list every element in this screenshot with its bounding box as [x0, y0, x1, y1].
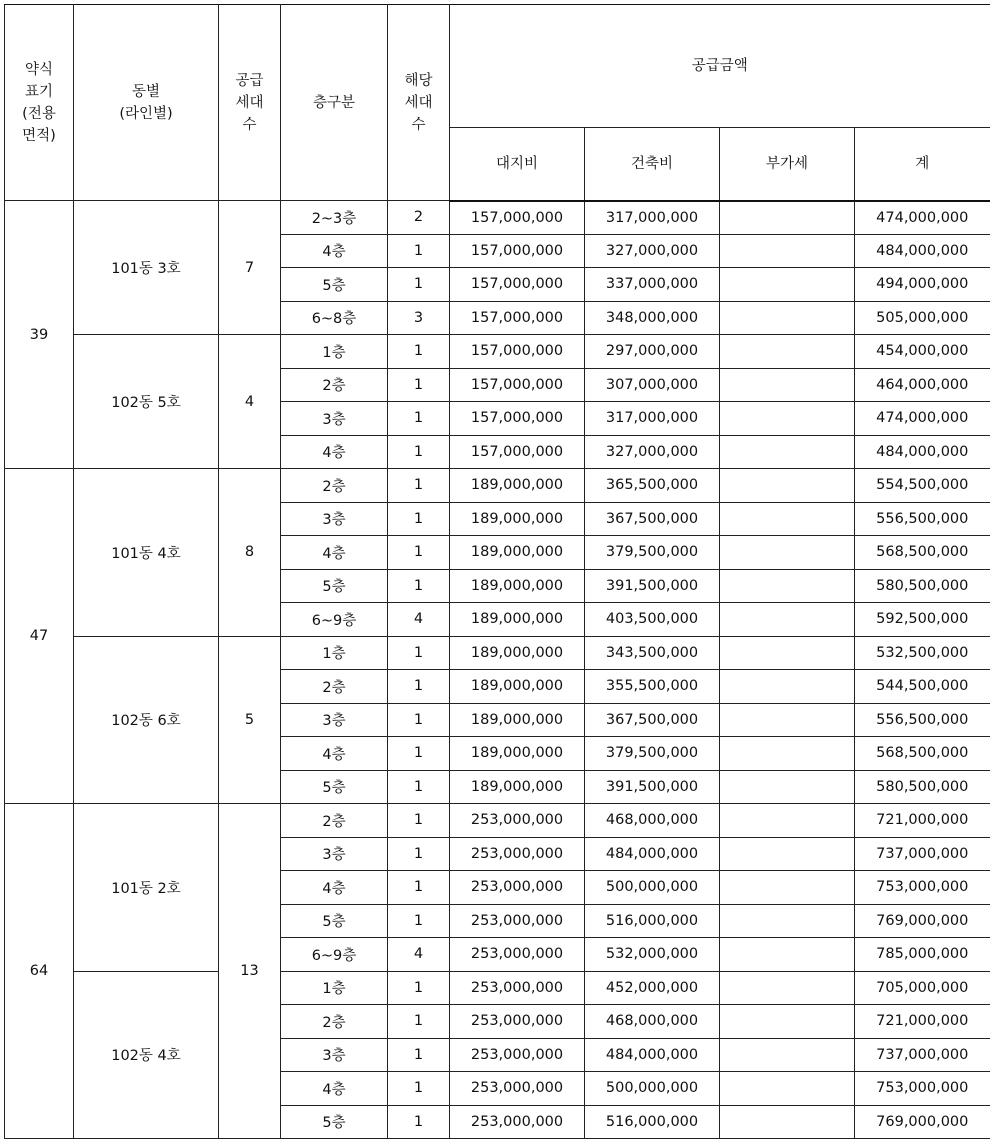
- land-cost-cell: 157,000,000: [450, 435, 585, 469]
- floor-cell: 2~3층: [281, 201, 388, 235]
- building-cell: 101동 2호: [74, 804, 219, 972]
- land-cost-cell: 157,000,000: [450, 402, 585, 436]
- building-cost-header: 건축비: [585, 128, 720, 201]
- table-header: [5, 5, 990, 201]
- building-cost-cell: 516,000,000: [585, 1105, 720, 1139]
- area-header: 약식 표기 (전용 면적): [5, 5, 74, 201]
- floor-cell: 2층: [281, 804, 388, 838]
- vat-cell: [720, 536, 855, 570]
- land-cost-cell: 189,000,000: [450, 670, 585, 704]
- vat-cell: [720, 636, 855, 670]
- building-cost-cell: 337,000,000: [585, 268, 720, 302]
- land-cost-cell: 189,000,000: [450, 569, 585, 603]
- land-cost-cell: 253,000,000: [450, 1038, 585, 1072]
- floor-cell: 1층: [281, 636, 388, 670]
- floor-cell: 4층: [281, 435, 388, 469]
- building-cost-cell: 367,500,000: [585, 502, 720, 536]
- building-cost-cell: 403,500,000: [585, 603, 720, 637]
- unit-count-cell: 1: [388, 469, 450, 503]
- vat-cell: [720, 301, 855, 335]
- building-cost-cell: 317,000,000: [585, 201, 720, 235]
- building-cost-cell: 391,500,000: [585, 770, 720, 804]
- vat-cell: [720, 1105, 855, 1139]
- vat-cell: [720, 368, 855, 402]
- land-cost-cell: 189,000,000: [450, 770, 585, 804]
- building-cost-cell: 367,500,000: [585, 703, 720, 737]
- unit-count-cell: 1: [388, 268, 450, 302]
- vat-cell: [720, 569, 855, 603]
- land-cost-cell: 189,000,000: [450, 737, 585, 771]
- building-cost-cell: 468,000,000: [585, 1005, 720, 1039]
- unit-count-cell: 1: [388, 435, 450, 469]
- floor-cell: 6~9층: [281, 603, 388, 637]
- land-cost-cell: 157,000,000: [450, 234, 585, 268]
- unit-count-cell: 1: [388, 1105, 450, 1139]
- land-cost-cell: 253,000,000: [450, 804, 585, 838]
- supply-units-cell: 4: [219, 335, 281, 469]
- building-cost-cell: 327,000,000: [585, 435, 720, 469]
- vat-cell: [720, 971, 855, 1005]
- unit-count-cell: 1: [388, 569, 450, 603]
- total-cell: 753,000,000: [855, 871, 990, 905]
- vat-cell: [720, 904, 855, 938]
- building-cell: 102동 4호: [74, 971, 219, 1139]
- floor-cell: 2층: [281, 368, 388, 402]
- vat-cell: [720, 435, 855, 469]
- total-cell: 554,500,000: [855, 469, 990, 503]
- vat-cell: [720, 335, 855, 369]
- table-row: [5, 469, 990, 503]
- total-cell: 721,000,000: [855, 804, 990, 838]
- floor-cell: 5층: [281, 770, 388, 804]
- total-cell: 556,500,000: [855, 502, 990, 536]
- vat-cell: [720, 938, 855, 972]
- vat-cell: [720, 804, 855, 838]
- total-cell: 474,000,000: [855, 201, 990, 235]
- land-cost-cell: 157,000,000: [450, 268, 585, 302]
- floor-cell: 1층: [281, 335, 388, 369]
- unit-count-header: 해당 세대 수: [388, 5, 450, 201]
- land-cost-cell: 157,000,000: [450, 335, 585, 369]
- building-cost-cell: 516,000,000: [585, 904, 720, 938]
- vat-cell: [720, 670, 855, 704]
- building-cell: 101동 3호: [74, 201, 219, 335]
- building-cost-cell: 317,000,000: [585, 402, 720, 436]
- floor-cell: 3층: [281, 1038, 388, 1072]
- total-cell: 580,500,000: [855, 770, 990, 804]
- total-cell: 753,000,000: [855, 1072, 990, 1106]
- land-cost-cell: 189,000,000: [450, 636, 585, 670]
- building-cost-cell: 327,000,000: [585, 234, 720, 268]
- vat-cell: [720, 871, 855, 905]
- vat-cell: [720, 703, 855, 737]
- vat-cell: [720, 1038, 855, 1072]
- floor-cell: 3층: [281, 703, 388, 737]
- floor-cell: 5층: [281, 268, 388, 302]
- land-cost-cell: 189,000,000: [450, 502, 585, 536]
- unit-count-cell: 1: [388, 234, 450, 268]
- total-cell: 484,000,000: [855, 234, 990, 268]
- land-cost-cell: 253,000,000: [450, 1005, 585, 1039]
- floor-cell: 4층: [281, 737, 388, 771]
- floor-cell: 2층: [281, 1005, 388, 1039]
- building-cost-cell: 379,500,000: [585, 737, 720, 771]
- floor-cell: 4층: [281, 234, 388, 268]
- land-cost-cell: 189,000,000: [450, 703, 585, 737]
- total-cell: 454,000,000: [855, 335, 990, 369]
- building-cost-cell: 500,000,000: [585, 1072, 720, 1106]
- floor-cell: 4층: [281, 871, 388, 905]
- land-cost-header: 대지비: [450, 128, 585, 201]
- floor-cell: 2층: [281, 469, 388, 503]
- unit-count-cell: 1: [388, 703, 450, 737]
- building-cost-cell: 365,500,000: [585, 469, 720, 503]
- floor-cell: 3층: [281, 502, 388, 536]
- unit-count-cell: 1: [388, 368, 450, 402]
- floor-cell: 5층: [281, 1105, 388, 1139]
- building-cost-cell: 532,000,000: [585, 938, 720, 972]
- total-cell: 544,500,000: [855, 670, 990, 704]
- building-cost-cell: 484,000,000: [585, 1038, 720, 1072]
- supply-units-cell: 8: [219, 469, 281, 637]
- vat-cell: [720, 603, 855, 637]
- building-cost-cell: 297,000,000: [585, 335, 720, 369]
- vat-cell: [720, 469, 855, 503]
- unit-count-cell: 1: [388, 670, 450, 704]
- total-cell: 769,000,000: [855, 904, 990, 938]
- floor-cell: 6~8층: [281, 301, 388, 335]
- total-cell: 494,000,000: [855, 268, 990, 302]
- floor-cell: 5층: [281, 904, 388, 938]
- unit-count-cell: 4: [388, 938, 450, 972]
- price-group-header: 공급금액: [450, 5, 990, 128]
- table-row: [5, 971, 990, 1005]
- unit-count-cell: 3: [388, 301, 450, 335]
- building-header: 동별 (라인별): [74, 5, 219, 201]
- unit-count-cell: 1: [388, 770, 450, 804]
- building-cost-cell: 355,500,000: [585, 670, 720, 704]
- total-header: 계: [855, 128, 990, 201]
- building-cost-cell: 391,500,000: [585, 569, 720, 603]
- total-cell: 769,000,000: [855, 1105, 990, 1139]
- floor-cell: 2층: [281, 670, 388, 704]
- total-cell: 785,000,000: [855, 938, 990, 972]
- unit-count-cell: 4: [388, 603, 450, 637]
- unit-count-cell: 1: [388, 804, 450, 838]
- total-cell: 568,500,000: [855, 536, 990, 570]
- vat-cell: [720, 268, 855, 302]
- building-cost-cell: 484,000,000: [585, 837, 720, 871]
- total-cell: 737,000,000: [855, 1038, 990, 1072]
- land-cost-cell: 253,000,000: [450, 904, 585, 938]
- floor-cell: 1층: [281, 971, 388, 1005]
- land-cost-cell: 189,000,000: [450, 603, 585, 637]
- total-cell: 580,500,000: [855, 569, 990, 603]
- total-cell: 505,000,000: [855, 301, 990, 335]
- area-cell: 64: [5, 804, 74, 1139]
- floor-cell: 3층: [281, 837, 388, 871]
- total-cell: 464,000,000: [855, 368, 990, 402]
- total-cell: 592,500,000: [855, 603, 990, 637]
- land-cost-cell: 157,000,000: [450, 301, 585, 335]
- unit-count-cell: 1: [388, 737, 450, 771]
- supply-units-header: 공급 세대 수: [219, 5, 281, 201]
- supply-price-table: [4, 4, 990, 1139]
- total-cell: 721,000,000: [855, 1005, 990, 1039]
- table-row: [5, 804, 990, 838]
- supply-units-cell: 13: [219, 804, 281, 1139]
- area-cell: 39: [5, 201, 74, 469]
- vat-cell: [720, 234, 855, 268]
- land-cost-cell: 189,000,000: [450, 469, 585, 503]
- land-cost-cell: 157,000,000: [450, 368, 585, 402]
- floor-cell: 3층: [281, 402, 388, 436]
- table-row: [5, 636, 990, 670]
- floor-cell: 4층: [281, 1072, 388, 1106]
- land-cost-cell: 253,000,000: [450, 837, 585, 871]
- land-cost-cell: 253,000,000: [450, 1072, 585, 1106]
- vat-cell: [720, 1072, 855, 1106]
- area-cell: 47: [5, 469, 74, 804]
- vat-cell: [720, 201, 855, 235]
- vat-cell: [720, 1005, 855, 1039]
- building-cost-cell: 500,000,000: [585, 871, 720, 905]
- floor-cell: 4층: [281, 536, 388, 570]
- building-cost-cell: 468,000,000: [585, 804, 720, 838]
- unit-count-cell: 1: [388, 837, 450, 871]
- floor-cell: 5층: [281, 569, 388, 603]
- floor-cell: 6~9층: [281, 938, 388, 972]
- supply-units-cell: 5: [219, 636, 281, 804]
- vat-cell: [720, 837, 855, 871]
- total-cell: 484,000,000: [855, 435, 990, 469]
- vat-cell: [720, 737, 855, 771]
- building-cost-cell: 452,000,000: [585, 971, 720, 1005]
- total-cell: 568,500,000: [855, 737, 990, 771]
- unit-count-cell: 1: [388, 636, 450, 670]
- unit-count-cell: 1: [388, 502, 450, 536]
- vat-cell: [720, 402, 855, 436]
- building-cell: 101동 4호: [74, 469, 219, 637]
- total-cell: 532,500,000: [855, 636, 990, 670]
- unit-count-cell: 1: [388, 1038, 450, 1072]
- land-cost-cell: 253,000,000: [450, 871, 585, 905]
- building-cost-cell: 343,500,000: [585, 636, 720, 670]
- land-cost-cell: 253,000,000: [450, 971, 585, 1005]
- building-cost-cell: 307,000,000: [585, 368, 720, 402]
- unit-count-cell: 2: [388, 201, 450, 235]
- table-body: [5, 201, 990, 1139]
- vat-cell: [720, 770, 855, 804]
- unit-count-cell: 1: [388, 536, 450, 570]
- unit-count-cell: 1: [388, 871, 450, 905]
- land-cost-cell: 253,000,000: [450, 938, 585, 972]
- building-cost-cell: 348,000,000: [585, 301, 720, 335]
- unit-count-cell: 1: [388, 335, 450, 369]
- building-cell: 102동 5호: [74, 335, 219, 469]
- vat-cell: [720, 502, 855, 536]
- land-cost-cell: 157,000,000: [450, 201, 585, 235]
- total-cell: 705,000,000: [855, 971, 990, 1005]
- unit-count-cell: 1: [388, 904, 450, 938]
- floor-header: 층구분: [281, 5, 388, 201]
- building-cost-cell: 379,500,000: [585, 536, 720, 570]
- table-row: [5, 201, 990, 235]
- supply-units-cell: 7: [219, 201, 281, 335]
- unit-count-cell: 1: [388, 1072, 450, 1106]
- table-row: [5, 335, 990, 369]
- unit-count-cell: 1: [388, 402, 450, 436]
- land-cost-cell: 253,000,000: [450, 1105, 585, 1139]
- unit-count-cell: 1: [388, 971, 450, 1005]
- total-cell: 737,000,000: [855, 837, 990, 871]
- building-cell: 102동 6호: [74, 636, 219, 804]
- land-cost-cell: 189,000,000: [450, 536, 585, 570]
- unit-count-cell: 1: [388, 1005, 450, 1039]
- vat-header: 부가세: [720, 128, 855, 201]
- total-cell: 556,500,000: [855, 703, 990, 737]
- total-cell: 474,000,000: [855, 402, 990, 436]
- price-table-container: [4, 4, 989, 1139]
